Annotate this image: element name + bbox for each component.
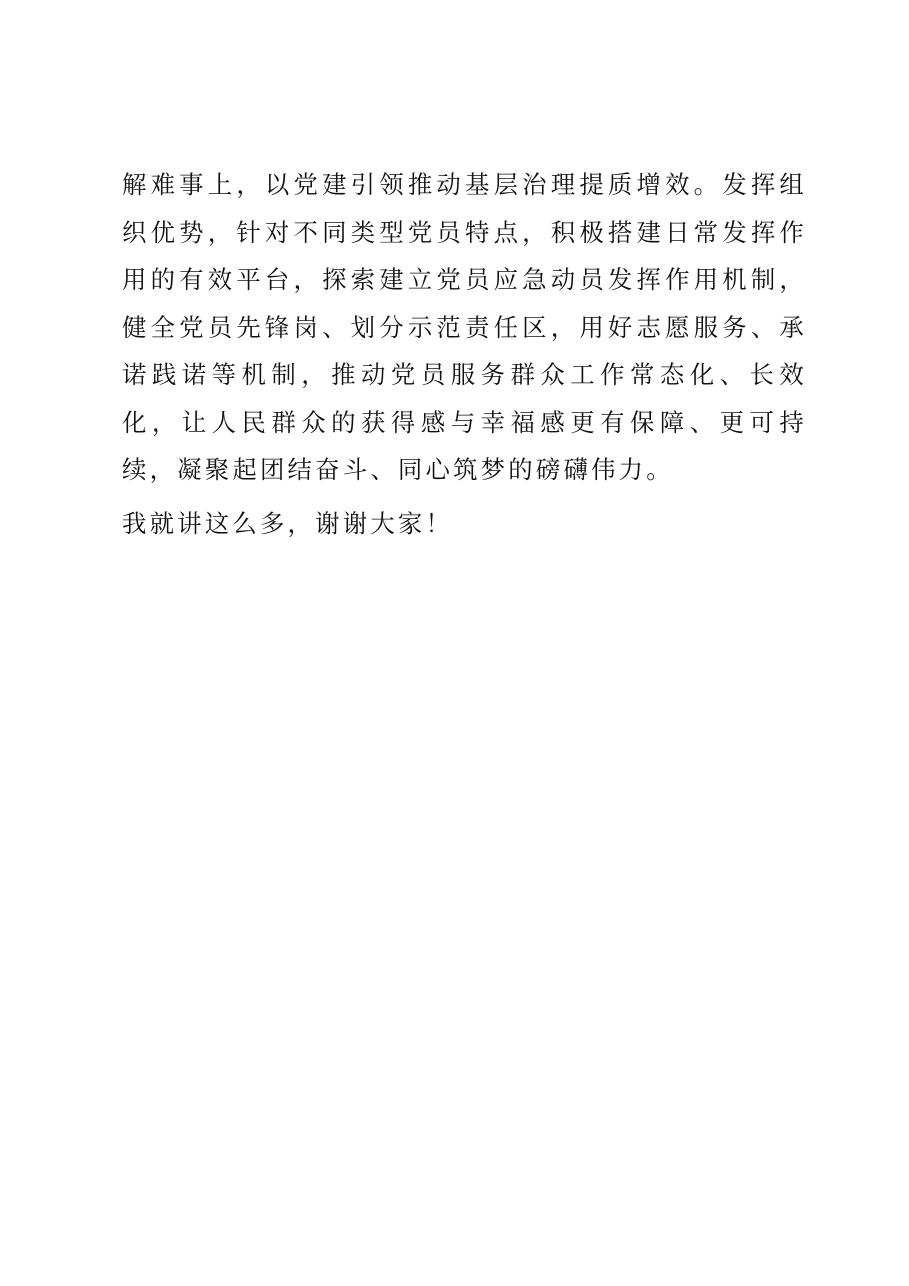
document-body <box>122 161 807 547</box>
closing-paragraph: 我就讲这么多，谢谢大家！ <box>122 508 454 538</box>
body-paragraph: 解难事上，以党建引领推动基层治理提质增效。发挥组织优势，针对不同类型党员特点，积极搭建日常发挥作用的有效平台，探索建立党员应急动员发挥作用机制，健全党员先锋岗、划分示范责任区，用好志愿服务、承诺践诺等机制，推动党员服务群众工作常态化、长效化，让人民群众的获得感与幸福感更有保障、更可持续，凝聚起团结奋斗、同心筑梦的磅礴伟力。 <box>122 170 807 484</box>
